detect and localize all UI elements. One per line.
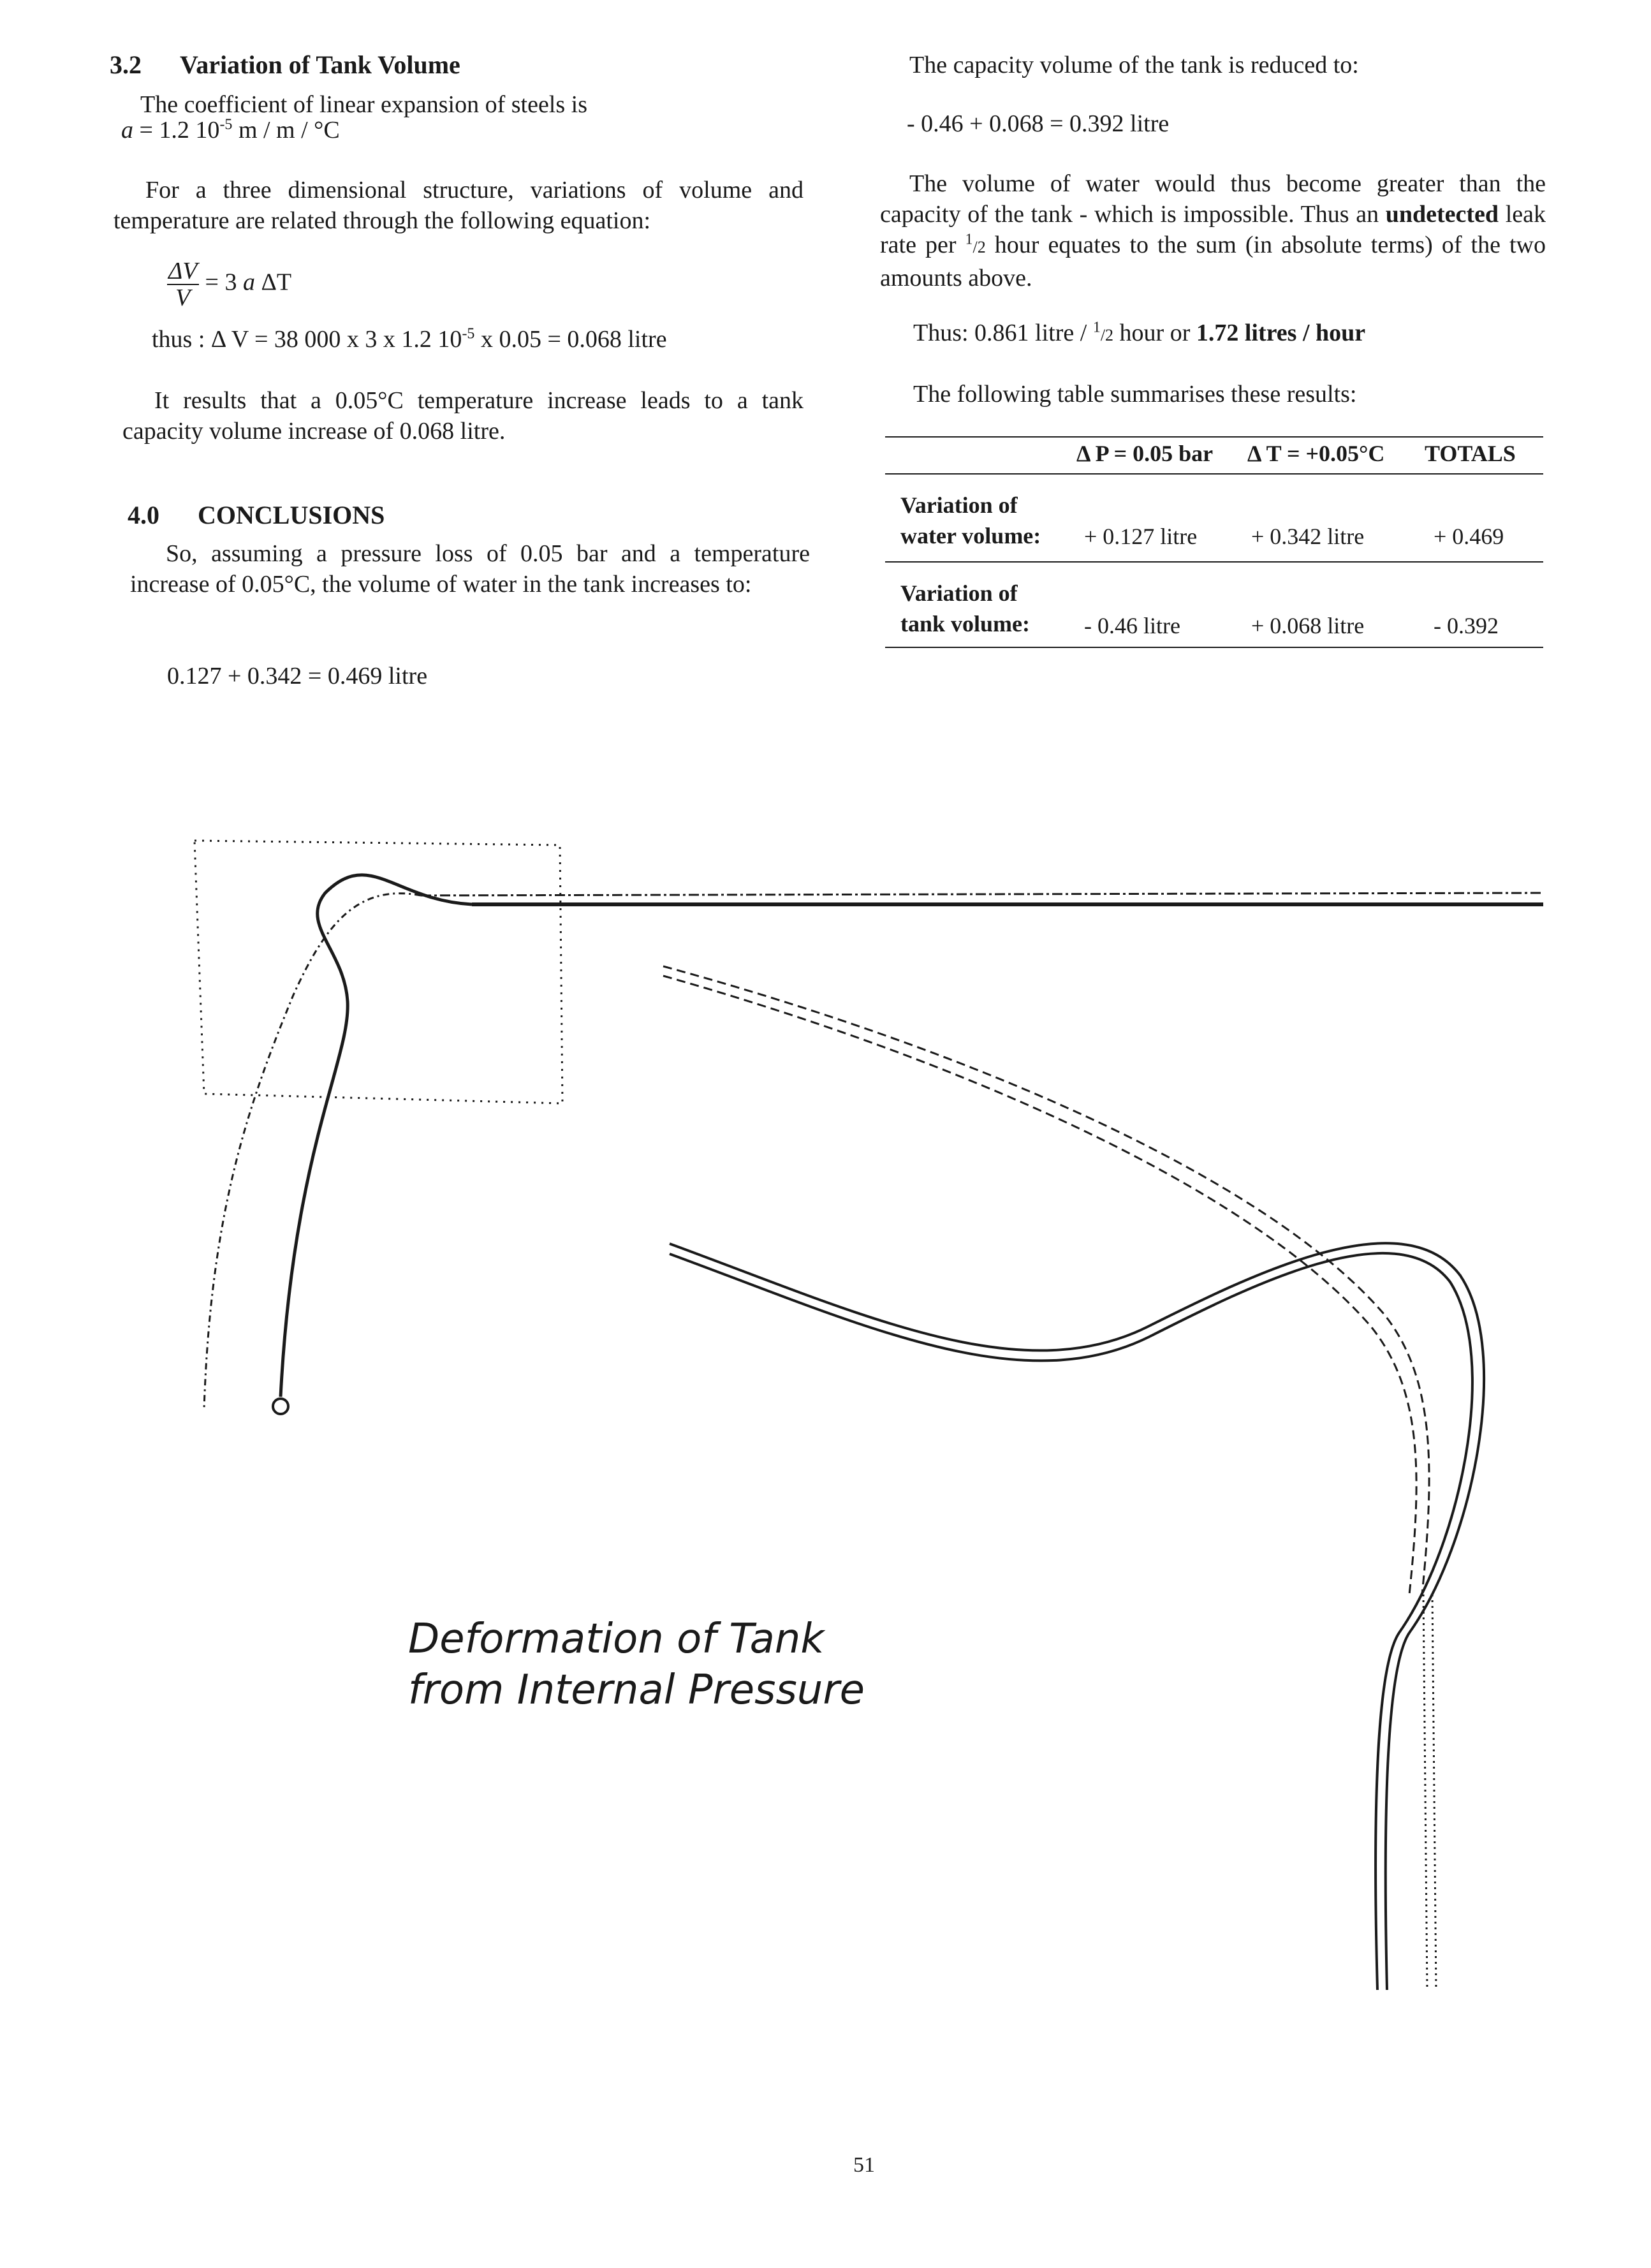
caption-line-2: from Internal Pressure — [408, 1667, 865, 1714]
section-title: CONCLUSIONS — [198, 501, 385, 529]
coefficient-text: The coefficient of linear expansion of steels is — [140, 91, 587, 118]
calc-text: - 0.46 + 0.068 = 0.392 litre — [907, 110, 1170, 137]
tank-left-wall — [281, 875, 472, 1397]
equation-denominator: V — [175, 284, 191, 311]
leak-text-a: The volume of water would thus become greater than the capacity of the tank - which is impossible. Thus an — [880, 170, 1546, 228]
thus-text-b: x 0.05 = 0.068 litre — [474, 326, 667, 353]
table-header-totals: TOTALS — [1425, 441, 1516, 466]
table-cell: - 0.46 litre — [1084, 613, 1180, 638]
page-number: 51 — [853, 2153, 875, 2177]
result-text: 0.127 + 0.342 = 0.469 litre — [167, 663, 428, 689]
paragraph-text: The following table summarises these results: — [913, 381, 1357, 408]
table-cell: + 0.127 litre — [1084, 524, 1198, 549]
paragraph-text: So, assuming a pressure loss of 0.05 bar and a temperature increase of 0.05°C, the volume of water in the tank increases to: — [130, 540, 810, 598]
coef-symbol: a — [121, 117, 133, 144]
tank-right-wall-dotted-b — [1432, 1594, 1436, 1990]
leak-text-c: hour equates to the sum (in absolute terms) of the two amounts above. — [880, 232, 1546, 291]
thus-text-bold: 1.72 litres / hour — [1196, 320, 1366, 346]
equation-rhs: = 3 — [205, 269, 243, 296]
coef-value: = 1.2 10 — [139, 117, 220, 144]
detail-box — [194, 841, 562, 1103]
figure-caption — [408, 1614, 865, 1716]
table-cell: + 0.469 — [1434, 524, 1504, 549]
thus-text-a: Thus: 0.861 litre / — [913, 320, 1093, 346]
row-label-line2: water volume: — [900, 523, 1041, 549]
table-cell: + 0.068 litre — [1251, 613, 1365, 638]
half-sub: /2 — [1100, 326, 1114, 344]
equation-delta-t: ΔT — [254, 269, 292, 296]
paragraph-text: It results that a 0.05°C temperature increase leads to a tank capacity volume increase of 0.068 litre. — [122, 387, 803, 445]
table-cell: - 0.392 — [1434, 613, 1499, 638]
half-sub: /2 — [972, 238, 986, 256]
thus-exp: -5 — [462, 325, 475, 342]
caption-line-1: Deformation of Tank — [408, 1616, 825, 1663]
equation-symbol: a — [242, 269, 255, 296]
row-label-line1: Variation of — [900, 492, 1018, 518]
section-number: 3.2 — [110, 50, 142, 79]
tank-right-wall-dotted-a — [1423, 1594, 1427, 1990]
row-label-line1: Variation of — [900, 580, 1018, 606]
half-sup: 1 — [965, 231, 973, 248]
tank-right-wall-deformed-outer — [663, 966, 1429, 1594]
pipe-end-marker — [273, 1399, 288, 1414]
row-label-line2: tank volume: — [900, 611, 1031, 637]
half-sup: 1 — [1092, 319, 1101, 336]
coef-unit: m / m / °C — [232, 117, 340, 144]
thus-text-a: thus : Δ V = 38 000 x 3 x 1.2 10 — [152, 326, 462, 353]
leak-text-b: leak rate per — [880, 201, 1546, 258]
tank-top-wall-deformed — [421, 893, 1543, 895]
equation-numerator: ΔV — [168, 258, 198, 284]
table-header-temperature: Δ T = +0.05°C — [1247, 441, 1385, 466]
section-number: 4.0 — [128, 501, 159, 529]
leak-text-bold: undetected — [1385, 201, 1499, 228]
tank-right-wall-deformed-inner — [663, 976, 1416, 1594]
thus-text-b: hour or — [1113, 320, 1196, 346]
paragraph-text: The capacity volume of the tank is reduced to: — [909, 52, 1359, 78]
coef-exp: -5 — [219, 116, 233, 133]
paragraph-text: For a three dimensional structure, variations of volume and temperature are related through the following equation: — [114, 177, 803, 234]
table-cell: + 0.342 litre — [1251, 524, 1365, 549]
section-title: Variation of Tank Volume — [180, 50, 460, 79]
table-header-pressure: Δ P = 0.05 bar — [1076, 441, 1214, 466]
